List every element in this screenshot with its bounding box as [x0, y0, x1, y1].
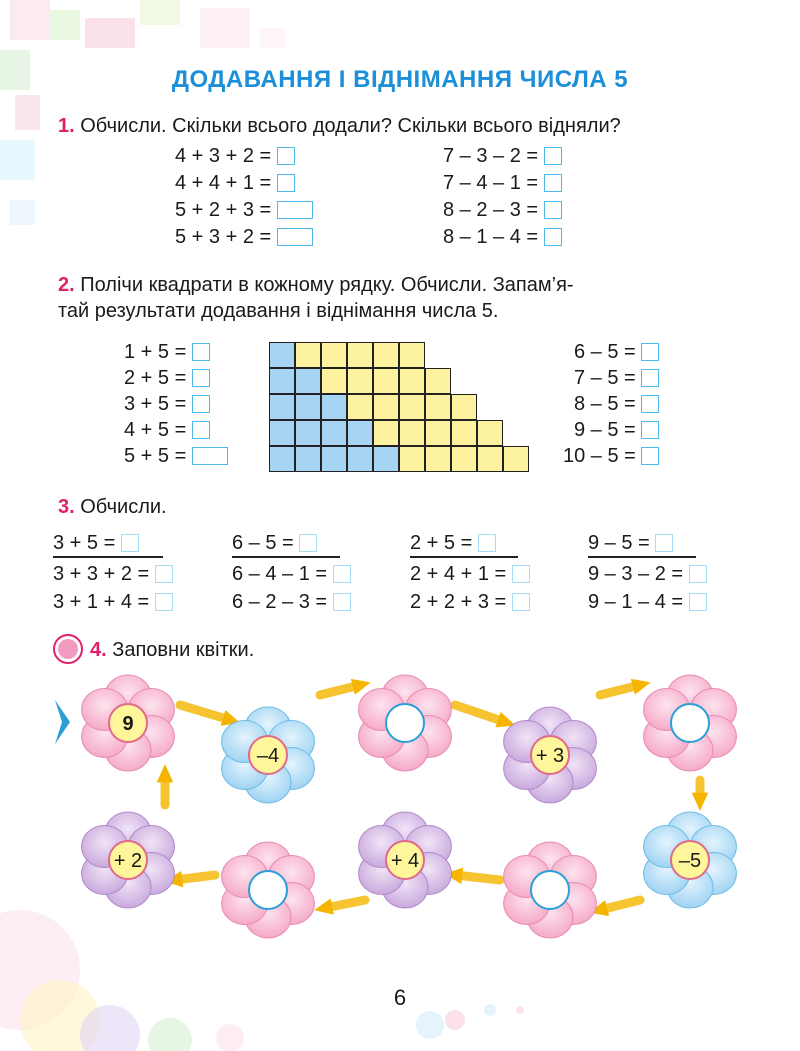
- task2-expression: 8 – 5 =: [574, 393, 659, 416]
- yellow-square: [295, 342, 321, 368]
- task3-expression: 6 – 2 – 3 =: [232, 591, 351, 614]
- task2-heading: [58, 272, 748, 324]
- task3-expression: 2 + 4 + 1 =: [410, 563, 530, 586]
- yellow-square: [321, 368, 347, 394]
- divider-line: [232, 556, 340, 558]
- task1-expression: 7 – 3 – 2 =: [443, 145, 562, 168]
- yellow-square: [399, 368, 425, 394]
- arrow-head: [692, 793, 708, 811]
- task3-expression: 2 + 2 + 3 =: [410, 591, 530, 614]
- task1-expression: 8 – 2 – 3 =: [443, 199, 562, 222]
- blue-square: [295, 394, 321, 420]
- answer-box[interactable]: [689, 565, 707, 583]
- blue-square: [373, 446, 399, 472]
- answer-box[interactable]: [192, 447, 228, 465]
- blue-square: [347, 420, 373, 446]
- task3-heading: [58, 494, 167, 520]
- blue-square: [321, 394, 347, 420]
- blue-square: [269, 420, 295, 446]
- start-arrow: [55, 700, 70, 744]
- task3-head-expression: 9 – 5 =: [588, 532, 673, 555]
- flower[interactable]: [359, 675, 452, 771]
- yellow-square: [451, 420, 477, 446]
- flower: [82, 675, 175, 771]
- task2-expression: 2 + 5 =: [124, 367, 210, 390]
- answer-box[interactable]: [641, 369, 659, 387]
- task1-text: Обчисли. Скільки всього додали? Скільки всього відняли?: [80, 115, 621, 137]
- task3-expression: 6 – 4 – 1 =: [232, 563, 351, 586]
- blue-square: [321, 420, 347, 446]
- task3-expression: 9 – 3 – 2 =: [588, 563, 707, 586]
- answer-box[interactable]: [512, 565, 530, 583]
- answer-box[interactable]: [192, 395, 210, 413]
- arrow-head: [314, 899, 334, 915]
- yellow-square: [321, 342, 347, 368]
- task3-text: Обчисли.: [80, 496, 167, 518]
- flower-chain: [0, 660, 800, 960]
- flower-answer-circle[interactable]: [249, 871, 287, 909]
- arrow: [455, 705, 505, 722]
- flower: [82, 812, 175, 908]
- task1-heading: [58, 113, 621, 139]
- divider-line: [588, 556, 696, 558]
- answer-box[interactable]: [544, 147, 562, 165]
- answer-box[interactable]: [641, 447, 659, 465]
- flower-label: + 2: [113, 850, 143, 872]
- yellow-square: [425, 394, 451, 420]
- flower[interactable]: [222, 842, 315, 938]
- answer-box[interactable]: [192, 369, 210, 387]
- answer-box[interactable]: [333, 593, 351, 611]
- answer-box[interactable]: [641, 343, 659, 361]
- answer-box[interactable]: [277, 201, 313, 219]
- flower-label: + 4: [390, 850, 420, 872]
- task3-expression: 9 – 1 – 4 =: [588, 591, 707, 614]
- divider-line: [410, 556, 518, 558]
- task2-expression: 10 – 5 =: [563, 445, 659, 468]
- yellow-square: [425, 420, 451, 446]
- task1-expression: 5 + 2 + 3 =: [175, 199, 313, 222]
- arrow-head: [631, 679, 651, 695]
- page-title: ДОДАВАННЯ І ВІДНІМАННЯ ЧИСЛА 5: [171, 66, 629, 93]
- answer-box[interactable]: [544, 174, 562, 192]
- task2-expression: 1 + 5 =: [124, 341, 210, 364]
- yellow-square: [425, 368, 451, 394]
- yellow-square: [451, 394, 477, 420]
- task3-number: 3.: [58, 496, 75, 518]
- yellow-square: [347, 342, 373, 368]
- blue-square: [347, 446, 373, 472]
- flower-label: –5: [678, 850, 702, 872]
- task3-head-expression: 6 – 5 =: [232, 532, 317, 555]
- task4-number: 4.: [90, 639, 107, 661]
- flower: [644, 812, 737, 908]
- answer-box[interactable]: [641, 421, 659, 439]
- blue-square: [269, 342, 295, 368]
- answer-box[interactable]: [333, 565, 351, 583]
- task2-expression: 4 + 5 =: [124, 419, 210, 442]
- task2-expression: 3 + 5 =: [124, 393, 210, 416]
- yellow-square: [373, 368, 399, 394]
- divider-line: [53, 556, 163, 558]
- task1-expression: 7 – 4 – 1 =: [443, 172, 562, 195]
- task1-number: 1.: [58, 115, 75, 137]
- flower-answer-circle[interactable]: [671, 704, 709, 742]
- yellow-square: [347, 368, 373, 394]
- answer-box[interactable]: [299, 534, 317, 552]
- flower[interactable]: [644, 675, 737, 771]
- task4-text: Заповни квітки.: [112, 639, 255, 661]
- flower-label: + 3: [535, 745, 565, 767]
- yellow-square: [373, 394, 399, 420]
- yellow-square: [477, 420, 503, 446]
- task2-text-line1: Полічи квадрати в кожному рядку. Обчисли. Запам’я-: [80, 274, 574, 296]
- task3-head-expression: 3 + 5 =: [53, 532, 139, 555]
- flower[interactable]: [504, 842, 597, 938]
- answer-box[interactable]: [192, 421, 210, 439]
- task2-expression: 7 – 5 =: [574, 367, 659, 390]
- task2-number: 2.: [58, 274, 75, 296]
- page-number: 6: [393, 985, 407, 1010]
- blue-square: [295, 420, 321, 446]
- flower-answer-circle[interactable]: [531, 871, 569, 909]
- answer-box[interactable]: [121, 534, 139, 552]
- answer-box[interactable]: [655, 534, 673, 552]
- blue-square: [269, 446, 295, 472]
- yellow-square: [451, 446, 477, 472]
- task3-expression: 3 + 3 + 2 =: [53, 563, 173, 586]
- flower: [504, 707, 597, 803]
- answer-box[interactable]: [641, 395, 659, 413]
- blue-square: [269, 394, 295, 420]
- yellow-square: [503, 446, 529, 472]
- task1-expression: 5 + 3 + 2 =: [175, 226, 313, 249]
- yellow-square: [399, 394, 425, 420]
- answer-box[interactable]: [155, 593, 173, 611]
- answer-box[interactable]: [544, 201, 562, 219]
- answer-box[interactable]: [689, 593, 707, 611]
- task1-expression: 4 + 4 + 1 =: [175, 172, 295, 195]
- yellow-square: [477, 446, 503, 472]
- answer-box[interactable]: [512, 593, 530, 611]
- task1-expression: 4 + 3 + 2 =: [175, 145, 295, 168]
- task2-text-line2: тай результати додавання і віднімання числа 5.: [58, 300, 499, 322]
- task2-expression: 5 + 5 =: [124, 445, 228, 468]
- answer-box[interactable]: [478, 534, 496, 552]
- answer-box[interactable]: [277, 147, 295, 165]
- blue-square: [295, 446, 321, 472]
- task3-expression: 3 + 1 + 4 =: [53, 591, 173, 614]
- task2-expression: 9 – 5 =: [574, 419, 659, 442]
- flower: [359, 812, 452, 908]
- answer-box[interactable]: [155, 565, 173, 583]
- task3-head-expression: 2 + 5 =: [410, 532, 496, 555]
- yellow-square: [347, 394, 373, 420]
- blue-square: [321, 446, 347, 472]
- task1-expression: 8 – 1 – 4 =: [443, 226, 562, 249]
- answer-box[interactable]: [277, 174, 295, 192]
- flower-label: –4: [256, 745, 280, 767]
- flower-label: 9: [122, 713, 134, 735]
- yellow-square: [373, 420, 399, 446]
- answer-box[interactable]: [277, 228, 313, 246]
- yellow-square: [425, 446, 451, 472]
- yellow-square: [399, 446, 425, 472]
- arrow: [180, 705, 230, 720]
- answer-box[interactable]: [544, 228, 562, 246]
- blue-square: [295, 368, 321, 394]
- yellow-square: [399, 342, 425, 368]
- yellow-square: [373, 342, 399, 368]
- answer-box[interactable]: [192, 343, 210, 361]
- blue-square: [269, 368, 295, 394]
- arrow-head: [157, 764, 173, 782]
- task2-expression: 6 – 5 =: [574, 341, 659, 364]
- flower-answer-circle[interactable]: [386, 704, 424, 742]
- yellow-square: [399, 420, 425, 446]
